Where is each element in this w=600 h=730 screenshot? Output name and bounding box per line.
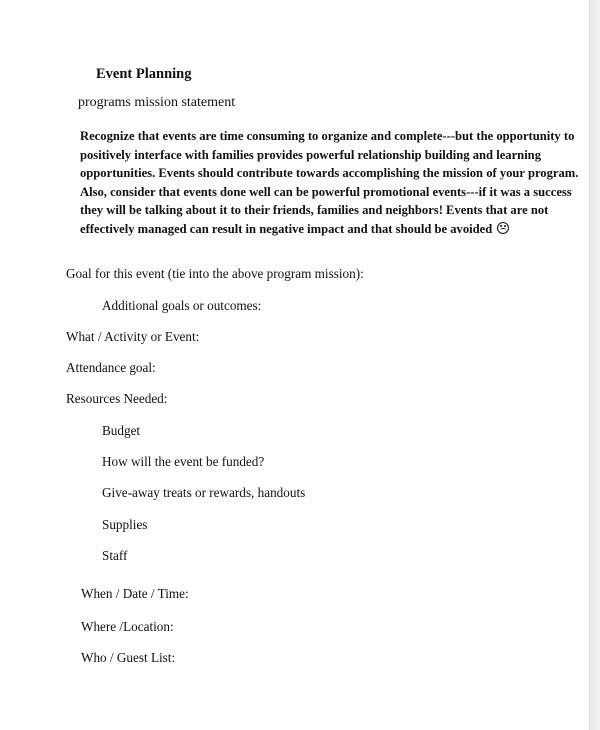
intro-line: they will be talking about it to their friends, families and neighbors! Events that are not — [80, 203, 549, 218]
document-subtitle: programs mission statement — [78, 95, 236, 110]
field-supplies: Supplies — [102, 517, 148, 532]
intro-line: Also, consider that events done well can be powerful promotional events---if it was a success — [80, 184, 572, 199]
field-who: Who / Guest List: — [81, 650, 176, 665]
intro-line: Recognize that events are time consuming to organize and complete---but the opportunity to — [80, 129, 575, 143]
intro-line-last — [80, 220, 550, 239]
field-when: When / Date / Time: — [81, 586, 189, 601]
intro-line: opportunities. Events should contribute towards accomplishing the mission of your program. — [80, 166, 579, 181]
page-edge — [589, 0, 600, 730]
field-budget: Budget — [102, 423, 141, 438]
field-goal: Goal for this event (tie into the above program mission): — [66, 266, 364, 281]
document-title: Event Planning — [96, 66, 192, 82]
intro-paragraph — [80, 127, 579, 239]
field-resources: Resources Needed: — [66, 391, 168, 406]
field-where: Where /Location: — [81, 619, 174, 634]
field-staff: Staff — [102, 548, 128, 563]
frowning-face-icon — [497, 222, 509, 234]
field-funding: How will the event be funded? — [102, 454, 265, 469]
field-giveaways: Give-away treats or rewards, handouts — [102, 485, 306, 500]
field-attendance: Attendance goal: — [66, 360, 156, 375]
intro-line: positively interface with families provides powerful relationship building and learning — [80, 147, 541, 162]
field-additional-goals: Additional goals or outcomes: — [102, 298, 262, 313]
intro-line: effectively managed can result in negative impact and that should be avoided — [80, 221, 493, 236]
field-activity: What / Activity or Event: — [66, 329, 200, 344]
